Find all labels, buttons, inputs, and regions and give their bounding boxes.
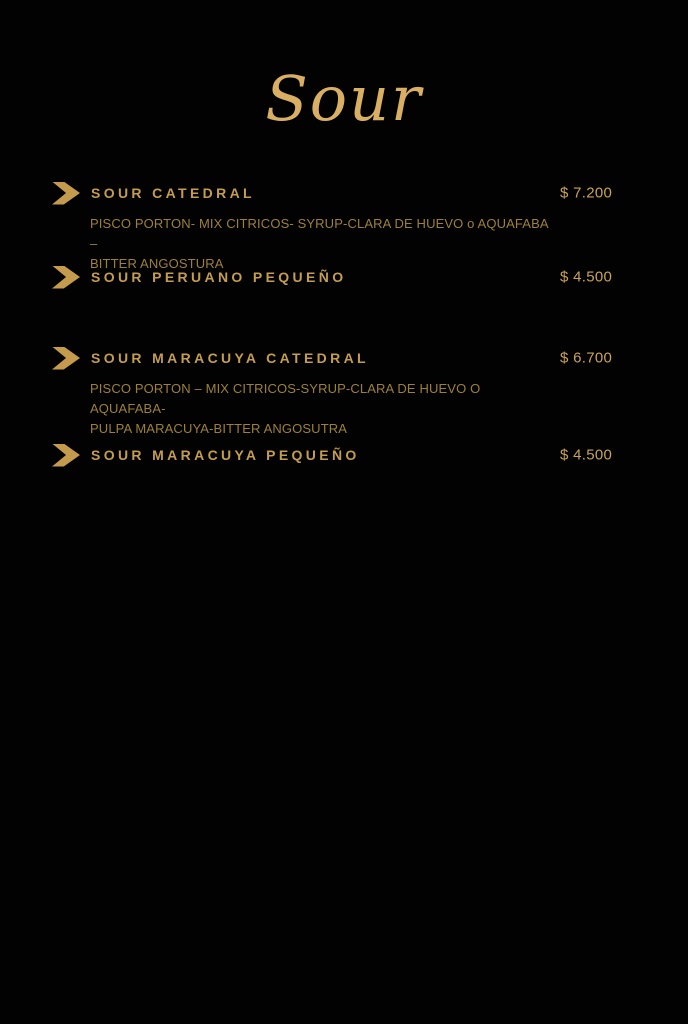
menu-item-price: $ 7.200 (560, 184, 613, 202)
menu-item-description-line: PULPA MARACUYA-BITTER ANGOSUTRA (90, 421, 348, 436)
menu-item-row (0, 181, 688, 205)
menu-item (0, 265, 688, 289)
chevron-right-icon (52, 444, 80, 467)
menu-item-name: SOUR PERUANO PEQUEÑO (91, 269, 347, 285)
menu-item-name: SOUR MARACUYA CATEDRAL (91, 350, 369, 366)
menu-item (0, 346, 688, 439)
menu-item-description-line: PISCO PORTON – MIX CITRICOS-SYRUP-CLARA DE HUEVO O AQUAFABA- (90, 381, 481, 416)
menu-item (0, 181, 688, 274)
menu-item-price: $ 4.500 (560, 446, 613, 464)
menu-section-title: Sour (265, 62, 423, 135)
menu-item (0, 443, 688, 467)
menu-item-description (90, 379, 550, 439)
menu-item-name: SOUR CATEDRAL (91, 185, 255, 201)
chevron-right-icon (52, 347, 80, 370)
menu-item-row (0, 346, 688, 370)
menu-item-row (0, 443, 688, 467)
menu-item-price: $ 4.500 (560, 268, 613, 286)
menu-item-row (0, 265, 688, 289)
chevron-right-icon (52, 182, 80, 205)
chevron-right-icon (52, 266, 80, 289)
menu-item-description-line: PISCO PORTON- MIX CITRICOS- SYRUP-CLARA DE HUEVO o AQUAFABA – (90, 216, 548, 251)
menu-item-description-line: BITTER ANGOSTURA (90, 256, 224, 271)
menu-item-name: SOUR MARACUYA PEQUEÑO (91, 447, 360, 463)
menu-item-price: $ 6.700 (560, 349, 613, 367)
